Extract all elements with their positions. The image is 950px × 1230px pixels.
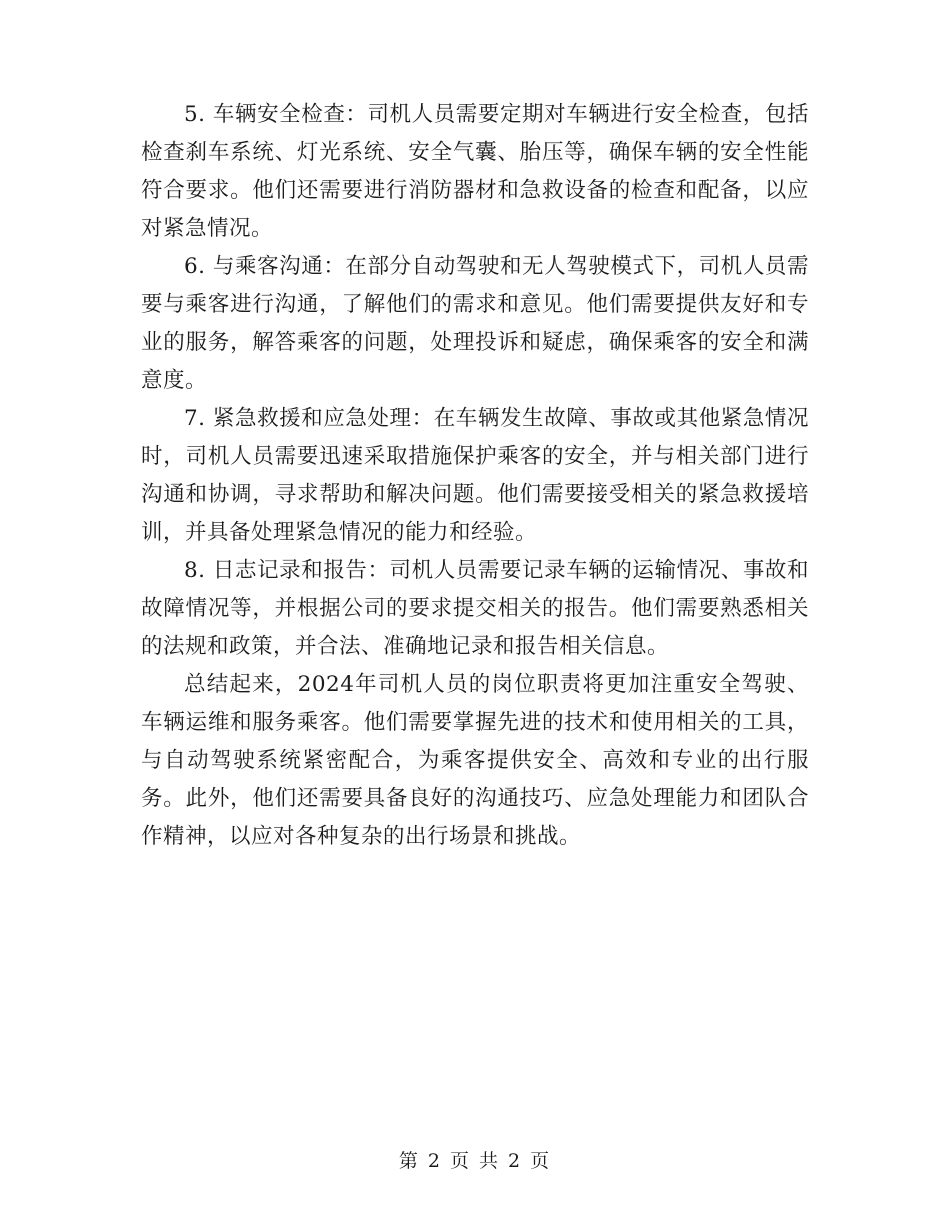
paragraph-emergency-rescue: 7. 紧急救援和应急处理：在车辆发生故障、事故或其他紧急情况时，司机人员需要迅速采取措施保护乘客的安全，并与相关部门进行沟通和协调，寻求帮助和解决问题。他们需要接受相关的紧急救援培训，并具备处理紧急情况的能力和经验。 [141,406,809,545]
document-body [141,96,809,856]
paragraph-passenger-communication: 6. 与乘客沟通：在部分自动驾驶和无人驾驶模式下，司机人员需要与乘客进行沟通，了解他们的需求和意见。他们需要提供友好和专业的服务，解答乘客的问题，处理投诉和疑虑，确保乘客的安全和满意度。 [141,254,809,393]
paragraph-summary: 总结起来，2024年司机人员的岗位职责将更加注重安全驾驶、车辆运维和服务乘客。他们需要掌握先进的技术和使用相关的工具，与自动驾驶系统紧密配合，为乘客提供安全、高效和专业的出行服务。此外，他们还需要具备良好的沟通技巧、应急处理能力和团队合作精神，以应对各种复杂的出行场景和挑战。 [141,672,809,849]
paragraph-vehicle-safety-check: 5. 车辆安全检查：司机人员需要定期对车辆进行安全检查，包括检查刹车系统、灯光系统、安全气囊、胎压等，确保车辆的安全性能符合要求。他们还需要进行消防器材和急救设备的检查和配备，以应对紧急情况。 [141,102,809,241]
page-number-footer: 第 2 页 共 2 页 [398,1150,552,1172]
paragraph-log-and-report: 8. 日志记录和报告：司机人员需要记录车辆的运输情况、事故和故障情况等，并根据公司的要求提交相关的报告。他们需要熟悉相关的法规和政策，并合法、准确地记录和报告相关信息。 [141,558,809,659]
